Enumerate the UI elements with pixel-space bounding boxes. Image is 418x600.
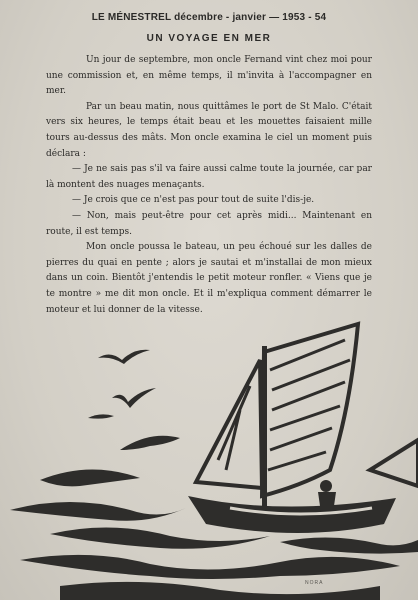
rear-sail xyxy=(370,440,418,486)
mainsail xyxy=(262,324,358,496)
cloud-stroke xyxy=(120,436,180,450)
wave-stroke xyxy=(40,469,140,486)
wave-stroke xyxy=(50,527,270,548)
wave-stroke xyxy=(20,555,400,579)
sailor-figure xyxy=(320,480,332,492)
dialogue-line: — Je crois que ce n'est pas pour tout de suite l'dis-je. xyxy=(72,195,315,206)
paragraph: Mon oncle poussa le bateau, un peu échoué sur les dalles de pierres du quai en pente ; alors je sautai et m'installai de mon mieux dans un coin. Bientôt j'entendis le petit moteur ronfler. « Viens que je te montre » me dit mon oncle. Et il m'expliqua comment démarrer le moteur et lui donner de la vitesse. xyxy=(46,242,372,315)
running-head: LE MÉNESTREL décembre - janvier — 1953 - 54 xyxy=(91,12,327,23)
seagull-icon xyxy=(98,350,150,364)
story-body xyxy=(46,53,372,318)
dialogue-line: — Non, mais peut-être pour cet après midi... Maintenant en route, il est temps. xyxy=(46,210,372,237)
paragraph: Un jour de septembre, mon oncle Fernand vint chez moi pour une commission et, en même temps, il m'invita à l'accompagner en mer. xyxy=(46,55,372,97)
wave-stroke xyxy=(10,502,186,521)
cloud-stroke xyxy=(88,414,114,418)
wave-stroke xyxy=(280,537,418,553)
wave-stroke xyxy=(60,582,380,600)
jib-sail xyxy=(196,360,262,488)
seagull-icon xyxy=(112,388,156,408)
paragraph: Par un beau matin, nous quittâmes le port de St Malo. C'était vers six heures, le temps était beau et les mouettes faisaient mille tours au-dessus des mâts. Mon oncle examina le ciel un moment puis déclara : xyxy=(46,101,372,159)
sailboat-illustration xyxy=(0,310,418,600)
artist-signature: NORA xyxy=(305,580,324,586)
dialogue-line: — Je ne sais pas s'il va faire aussi calme toute la journée, car par là montent des nuages menaçants. xyxy=(46,164,372,190)
story-title: UN VOYAGE EN MER xyxy=(146,33,272,44)
